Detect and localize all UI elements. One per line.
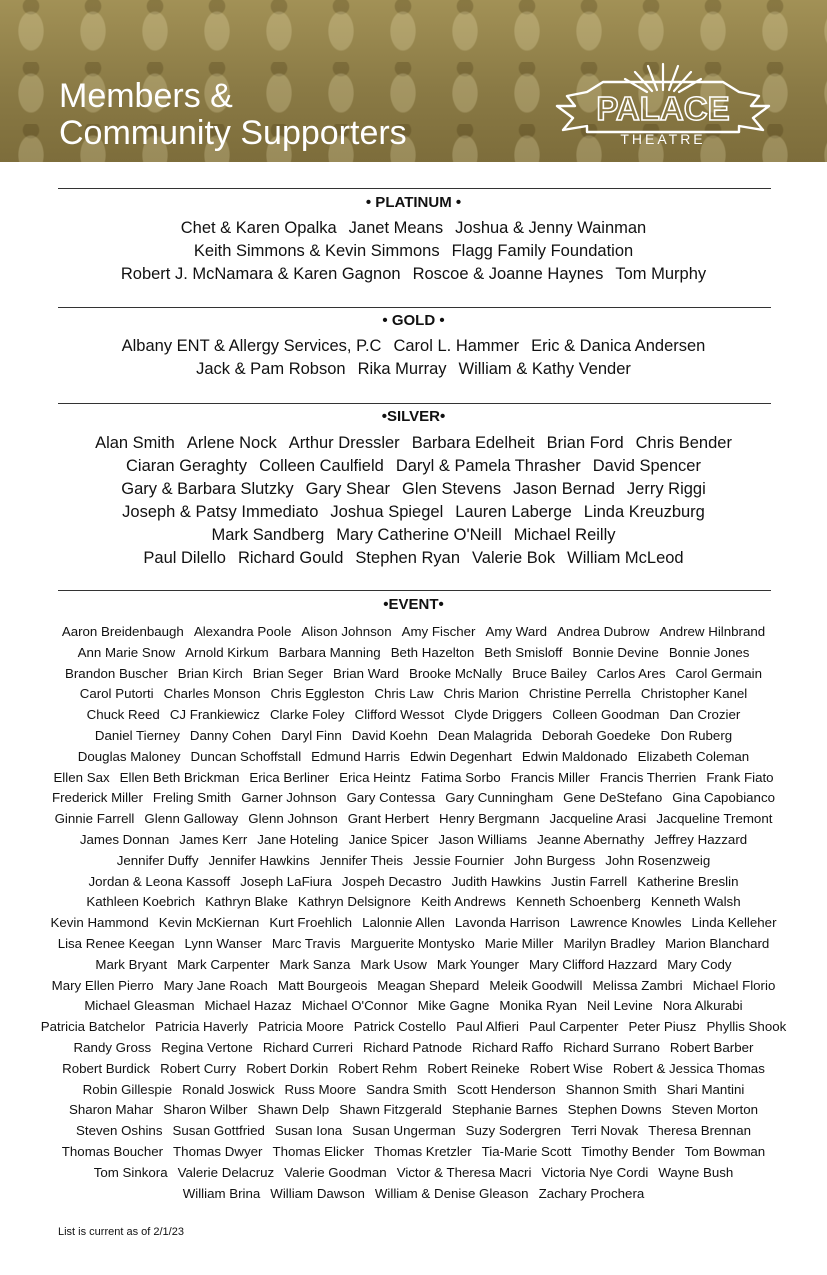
supporter-name: Thomas Dwyer bbox=[173, 1143, 263, 1159]
supporter-name: Mark Sanza bbox=[279, 956, 351, 972]
supporter-name: Ciaran Geraghty bbox=[126, 457, 248, 475]
supporter-name: Marion Blanchard bbox=[665, 935, 770, 951]
supporter-name: Sandra Smith bbox=[366, 1081, 447, 1097]
supporter-name: Jerry Riggi bbox=[626, 480, 706, 498]
supporter-name: Amy Ward bbox=[485, 624, 548, 639]
supporter-name: Kenneth Walsh bbox=[650, 894, 741, 910]
supporter-name: Jane Hoteling bbox=[257, 831, 339, 847]
supporter-name: Tom Sinkora bbox=[93, 1164, 168, 1180]
event-line bbox=[0, 622, 827, 643]
logo-text-sub: THEATRE bbox=[620, 131, 706, 147]
supporter-name: Richard Patnode bbox=[362, 1039, 463, 1055]
supporter-name: David Koehn bbox=[351, 727, 428, 743]
supporter-name: Theresa Brennan bbox=[648, 1123, 751, 1139]
supporter-name: Bonnie Jones bbox=[668, 644, 750, 660]
supporter-name: Kathryn Blake bbox=[205, 894, 288, 910]
supporter-name: Carol L. Hammer bbox=[393, 337, 520, 355]
event-line bbox=[0, 1038, 827, 1059]
supporter-name: Brooke McNally bbox=[409, 665, 503, 681]
supporter-name: John Burgess bbox=[513, 852, 596, 868]
supporter-name: Tom Bowman bbox=[684, 1143, 766, 1159]
supporter-name: Marilyn Bradley bbox=[563, 935, 656, 951]
supporter-name: Kenneth Schoenberg bbox=[515, 894, 641, 910]
supporter-name: Lavonda Harrison bbox=[454, 915, 560, 931]
supporter-name: Tom Murphy bbox=[615, 265, 707, 283]
supporter-name: Amy Fischer bbox=[401, 624, 476, 639]
supporter-name: Susan Gottfried bbox=[172, 1123, 265, 1139]
supporter-name: Neil Levine bbox=[587, 998, 653, 1014]
supporter-name: Aaron Breidenbaugh bbox=[61, 624, 184, 639]
supporter-name: Brian Seger bbox=[252, 665, 323, 681]
supporter-name: Robert Dorkin bbox=[246, 1060, 329, 1076]
event-line bbox=[0, 768, 827, 789]
supporter-name: Michael Reilly bbox=[513, 526, 616, 544]
supporter-name: Clarke Foley bbox=[269, 707, 345, 723]
supporter-name: Glenn Johnson bbox=[248, 811, 338, 827]
supporter-name: Francis Therrien bbox=[599, 769, 697, 785]
supporter-name: Mary Cody bbox=[667, 956, 732, 972]
supporter-name: Alan Smith bbox=[95, 434, 175, 452]
supporter-name: Paul Carpenter bbox=[529, 1019, 619, 1035]
supporter-name: Brian Kirch bbox=[177, 665, 243, 681]
supporter-name: Arlene Nock bbox=[186, 434, 277, 452]
divider bbox=[58, 307, 771, 308]
supporter-name: Beth Hazelton bbox=[390, 644, 475, 660]
supporter-name: Jennifer Duffy bbox=[116, 852, 199, 868]
supporter-name: Charles Monson bbox=[163, 686, 261, 702]
silver-line bbox=[0, 478, 827, 501]
silver-heading: •SILVER• bbox=[381, 408, 446, 425]
supporter-name: Clyde Driggers bbox=[454, 707, 543, 723]
supporter-name: Barbara Manning bbox=[278, 644, 381, 660]
supporter-name: Stephanie Barnes bbox=[451, 1102, 558, 1118]
supporter-name: Eric & Danica Andersen bbox=[531, 337, 706, 355]
supporter-name: Henry Bergmann bbox=[439, 811, 540, 827]
supporter-name: Edwin Maldonado bbox=[521, 748, 628, 764]
event-line bbox=[0, 747, 827, 768]
page-title-line-1: Members & bbox=[59, 77, 233, 115]
supporter-name: Alexandra Poole bbox=[193, 624, 292, 639]
supporter-name: Suzy Sodergren bbox=[465, 1123, 561, 1139]
event-line bbox=[0, 934, 827, 955]
supporter-name: William & Kathy Vender bbox=[458, 360, 631, 378]
event-line bbox=[0, 976, 827, 997]
supporter-name: Nora Alkurabi bbox=[662, 998, 743, 1014]
supporter-name: Thomas Boucher bbox=[61, 1143, 164, 1159]
event-line bbox=[0, 913, 827, 934]
supporter-name: Fatima Sorbo bbox=[420, 769, 501, 785]
supporter-name: Monika Ryan bbox=[499, 998, 578, 1014]
supporter-name: Jeanne Abernathy bbox=[537, 831, 645, 847]
supporter-name: Carol Putorti bbox=[79, 686, 154, 702]
supporter-name: Lynn Wanser bbox=[184, 935, 262, 951]
supporter-name: Francis Miller bbox=[510, 769, 590, 785]
event-heading: •EVENT• bbox=[383, 596, 444, 613]
supporter-name: Dan Crozier bbox=[669, 707, 741, 723]
supporter-name: Mary Catherine O'Neill bbox=[336, 526, 502, 544]
supporter-name: Shari Mantini bbox=[666, 1081, 745, 1097]
supporter-name: Kurt Froehlich bbox=[269, 915, 353, 931]
supporter-name: Rika Murray bbox=[357, 360, 447, 378]
supporter-name: Phyllis Shook bbox=[706, 1019, 787, 1035]
supporter-name: Lauren Laberge bbox=[455, 503, 572, 521]
event-line bbox=[0, 892, 827, 913]
supporter-name: Ginnie Farrell bbox=[54, 811, 135, 827]
supporter-name: Linda Kreuzburg bbox=[583, 503, 705, 521]
supporter-name: Sharon Wilber bbox=[163, 1102, 248, 1118]
supporter-name: Arnold Kirkum bbox=[185, 644, 269, 660]
supporter-name: Freling Smith bbox=[152, 790, 232, 806]
supporter-name: Joseph & Patsy Immediato bbox=[122, 503, 319, 521]
supporter-name: Jeffrey Hazzard bbox=[654, 831, 748, 847]
supporter-name: Robert & Jessica Thomas bbox=[612, 1060, 765, 1076]
event-line bbox=[0, 1059, 827, 1080]
divider bbox=[58, 188, 771, 189]
supporter-name: Peter Piusz bbox=[628, 1019, 697, 1035]
event-line bbox=[0, 1142, 827, 1163]
supporter-name: Justin Farrell bbox=[551, 873, 628, 889]
supporter-name: Shawn Fitzgerald bbox=[339, 1102, 442, 1118]
supporter-name: Judith Hawkins bbox=[451, 873, 542, 889]
supporter-name: Mary Ellen Pierro bbox=[51, 977, 154, 993]
supporter-name: Paul Dilello bbox=[143, 549, 226, 567]
supporter-name: Melissa Zambri bbox=[592, 977, 683, 993]
supporter-name: Shawn Delp bbox=[257, 1102, 330, 1118]
event-line bbox=[0, 872, 827, 893]
supporter-name: Marc Travis bbox=[271, 935, 341, 951]
supporter-name: Michael Florio bbox=[692, 977, 776, 993]
supporter-name: Tia-Marie Scott bbox=[481, 1143, 572, 1159]
supporter-name: Joshua Spiegel bbox=[330, 503, 444, 521]
supporter-name: Grant Herbert bbox=[347, 811, 430, 827]
event-list bbox=[0, 622, 827, 1204]
supporter-name: Scott Henderson bbox=[456, 1081, 556, 1097]
supporter-name: Regina Vertone bbox=[161, 1039, 253, 1055]
supporter-name: Kathleen Koebrich bbox=[86, 894, 196, 910]
supporter-name: Robert J. McNamara & Karen Gagnon bbox=[120, 265, 401, 283]
supporter-name: Richard Gould bbox=[237, 549, 344, 567]
supporter-name: Stephen Ryan bbox=[355, 549, 460, 567]
supporter-name: Christine Perrella bbox=[528, 686, 631, 702]
supporter-name: Elizabeth Coleman bbox=[637, 748, 750, 764]
silver-line bbox=[0, 524, 827, 547]
supporter-name: Jennifer Hawkins bbox=[208, 852, 310, 868]
supporter-name: Michael Hazaz bbox=[204, 998, 292, 1014]
supporter-name: CJ Frankiewicz bbox=[169, 707, 260, 723]
supporter-name: Gary Shear bbox=[305, 480, 391, 498]
platinum-heading: • PLATINUM • bbox=[365, 194, 462, 211]
supporter-name: Robert Rehm bbox=[338, 1060, 418, 1076]
supporter-name: Chuck Reed bbox=[86, 707, 160, 723]
event-line bbox=[0, 830, 827, 851]
supporter-name: James Donnan bbox=[79, 831, 170, 847]
supporter-name: Frederick Miller bbox=[52, 790, 143, 806]
supporter-name: Lisa Renee Keegan bbox=[57, 935, 175, 951]
supporter-name: Alison Johnson bbox=[301, 624, 392, 639]
supporter-name: Russ Moore bbox=[284, 1081, 357, 1097]
supporter-name: Valerie Delacruz bbox=[177, 1164, 275, 1180]
supporter-name: Richard Raffo bbox=[472, 1039, 554, 1055]
supporter-name: Susan Iona bbox=[274, 1123, 343, 1139]
supporter-name: Kevin Hammond bbox=[50, 915, 149, 931]
supporter-name: Richard Surrano bbox=[563, 1039, 660, 1055]
supporter-name: Kathryn Delsignore bbox=[297, 894, 411, 910]
supporter-name: Meagan Shepard bbox=[377, 977, 480, 993]
supporter-name: Mark Usow bbox=[360, 956, 427, 972]
supporter-name: John Rosenzweig bbox=[605, 852, 711, 868]
supporter-name: Colleen Goodman bbox=[552, 707, 660, 723]
supporter-name: Thomas Elicker bbox=[272, 1143, 365, 1159]
supporter-name: Steven Oshins bbox=[76, 1123, 163, 1139]
supporter-name: Patrick Costello bbox=[353, 1019, 447, 1035]
event-line bbox=[0, 1100, 827, 1121]
gold-heading: • GOLD • bbox=[382, 312, 445, 329]
supporter-name: Ellen Beth Brickman bbox=[119, 769, 240, 785]
supporter-name: Mark Bryant bbox=[95, 956, 168, 972]
platinum-list bbox=[0, 217, 827, 286]
supporter-name: Andrew Hilnbrand bbox=[659, 624, 766, 639]
divider bbox=[58, 403, 771, 404]
supporter-name: Terri Novak bbox=[571, 1123, 639, 1139]
supporter-name: Patricia Batchelor bbox=[40, 1019, 145, 1035]
supporter-name: Wayne Bush bbox=[658, 1164, 734, 1180]
supporter-name: Robert Curry bbox=[160, 1060, 237, 1076]
supporter-name: Clifford Wessot bbox=[354, 707, 445, 723]
supporter-name: Barbara Edelheit bbox=[411, 434, 535, 452]
supporter-name: Randy Gross bbox=[73, 1039, 152, 1055]
event-line bbox=[0, 664, 827, 685]
platinum-line bbox=[0, 263, 827, 286]
supporter-name: Glen Stevens bbox=[402, 480, 502, 498]
supporter-name: Bonnie Devine bbox=[572, 644, 659, 660]
supporter-name: Chris Bender bbox=[635, 434, 732, 452]
header-banner bbox=[0, 0, 827, 162]
logo-text-main: PALACE bbox=[596, 90, 730, 127]
divider bbox=[58, 590, 771, 591]
event-line bbox=[0, 643, 827, 664]
supporter-name: Roscoe & Joanne Haynes bbox=[412, 265, 604, 283]
supporter-name: Linda Kelleher bbox=[691, 915, 777, 931]
silver-line bbox=[0, 547, 827, 570]
event-line bbox=[0, 955, 827, 976]
supporter-name: Katherine Breslin bbox=[637, 873, 739, 889]
supporter-name: Valerie Bok bbox=[472, 549, 556, 567]
supporter-name: Patricia Moore bbox=[258, 1019, 344, 1035]
supporter-name: Douglas Maloney bbox=[77, 748, 181, 764]
supporter-name: David Spencer bbox=[592, 457, 701, 475]
supporter-name: Jason Bernad bbox=[513, 480, 615, 498]
supporter-name: William McLeod bbox=[567, 549, 684, 567]
supporter-name: Gary & Barbara Slutzky bbox=[121, 480, 294, 498]
supporter-name: Victor & Theresa Macri bbox=[396, 1164, 532, 1180]
footnote: List is current as of 2/1/23 bbox=[58, 1226, 184, 1238]
supporter-name: Marie Miller bbox=[484, 935, 554, 951]
supporter-name: Dean Malagrida bbox=[437, 727, 532, 743]
event-line bbox=[0, 1080, 827, 1101]
silver-list bbox=[0, 432, 827, 570]
supporter-name: Brandon Buscher bbox=[65, 665, 168, 681]
supporter-name: Glenn Galloway bbox=[144, 811, 239, 827]
event-line bbox=[0, 1163, 827, 1184]
gold-list bbox=[0, 335, 827, 381]
supporter-name: Brian Ford bbox=[546, 434, 624, 452]
supporter-name: Kevin McKiernan bbox=[158, 915, 260, 931]
supporter-name: Chris Law bbox=[374, 686, 434, 702]
supporter-name: William Dawson bbox=[270, 1185, 365, 1201]
supporter-name: Chris Marion bbox=[443, 686, 519, 702]
supporter-name: Deborah Goedeke bbox=[541, 727, 651, 743]
supporter-name: Shannon Smith bbox=[565, 1081, 657, 1097]
supporter-name: Mark Younger bbox=[436, 956, 519, 972]
event-line bbox=[0, 996, 827, 1017]
supporter-name: Flagg Family Foundation bbox=[451, 242, 634, 260]
page-title bbox=[59, 78, 407, 152]
platinum-line bbox=[0, 217, 827, 240]
supporter-name: Stephen Downs bbox=[567, 1102, 662, 1118]
gold-line bbox=[0, 335, 827, 358]
supporter-name: Carol Germain bbox=[675, 665, 762, 681]
supporter-name: Beth Smisloff bbox=[484, 644, 563, 660]
supporter-name: Lalonnie Allen bbox=[362, 915, 445, 931]
silver-line bbox=[0, 432, 827, 455]
supporter-name: Mark Carpenter bbox=[177, 956, 270, 972]
supporter-name: Carlos Ares bbox=[596, 665, 666, 681]
supporter-name: Robert Burdick bbox=[62, 1060, 151, 1076]
supporter-name: Paul Alfieri bbox=[456, 1019, 519, 1035]
platinum-line bbox=[0, 240, 827, 263]
supporter-name: Robert Wise bbox=[529, 1060, 603, 1076]
supporter-name: Ann Marie Snow bbox=[77, 644, 176, 660]
supporter-name: Edwin Degenhart bbox=[409, 748, 512, 764]
supporter-name: Victoria Nye Cordi bbox=[541, 1164, 649, 1180]
event-line bbox=[0, 851, 827, 872]
supporter-name: Gary Cunningham bbox=[445, 790, 554, 806]
supporter-name: Andrea Dubrow bbox=[557, 624, 650, 639]
supporter-name: Chris Eggleston bbox=[270, 686, 365, 702]
gold-line bbox=[0, 358, 827, 381]
supporter-name: Danny Cohen bbox=[189, 727, 272, 743]
supporter-name: Jack & Pam Robson bbox=[196, 360, 346, 378]
supporter-name: Colleen Caulfield bbox=[259, 457, 384, 475]
supporter-name: Jessie Fournier bbox=[413, 852, 504, 868]
supporter-name: Joseph LaFiura bbox=[240, 873, 332, 889]
supporter-name: Duncan Schoffstall bbox=[190, 748, 302, 764]
event-line bbox=[0, 1017, 827, 1038]
supporter-name: Richard Curreri bbox=[262, 1039, 353, 1055]
supporter-name: Ellen Sax bbox=[53, 769, 110, 785]
supporter-name: William Brina bbox=[182, 1185, 261, 1201]
event-line bbox=[0, 705, 827, 726]
supporter-name: Robert Barber bbox=[669, 1039, 754, 1055]
supporter-name: Susan Ungerman bbox=[352, 1123, 456, 1139]
supporter-name: Frank Fiato bbox=[706, 769, 774, 785]
supporter-name: Erica Heintz bbox=[339, 769, 411, 785]
supporter-name: Daryl & Pamela Thrasher bbox=[395, 457, 581, 475]
supporter-name: Daryl Finn bbox=[281, 727, 342, 743]
supporter-name: Gary Contessa bbox=[346, 790, 436, 806]
supporter-name: Sharon Mahar bbox=[68, 1102, 154, 1118]
supporter-name: Janice Spicer bbox=[348, 831, 429, 847]
supporter-name: Mary Jane Roach bbox=[163, 977, 268, 993]
supporter-name: Mary Clifford Hazzard bbox=[528, 956, 658, 972]
supporter-name: Marguerite Montysko bbox=[350, 935, 475, 951]
supporter-name: Jordan & Leona Kassoff bbox=[88, 873, 231, 889]
supporter-name: Mike Gagne bbox=[417, 998, 490, 1014]
supporter-name: Jacqueline Arasi bbox=[549, 811, 647, 827]
supporter-name: Albany ENT & Allergy Services, P.C bbox=[121, 337, 382, 355]
supporter-name: Valerie Goodman bbox=[284, 1164, 387, 1180]
supporter-name: Gina Capobianco bbox=[672, 790, 775, 806]
supporter-name: Matt Bourgeois bbox=[277, 977, 368, 993]
page-title-line-2: Community Supporters bbox=[59, 114, 407, 152]
supporter-name: Joshua & Jenny Wainman bbox=[455, 219, 647, 237]
supporter-name: Jospeh Decastro bbox=[341, 873, 442, 889]
supporter-name: Chet & Karen Opalka bbox=[180, 219, 337, 237]
supporter-name: Janet Means bbox=[348, 219, 444, 237]
supporter-name: Robin Gillespie bbox=[82, 1081, 173, 1097]
supporter-name: Don Ruberg bbox=[660, 727, 733, 743]
supporter-name: Michael O'Connor bbox=[301, 998, 408, 1014]
supporter-name: Bruce Bailey bbox=[512, 665, 587, 681]
silver-line bbox=[0, 455, 827, 478]
supporter-name: Arthur Dressler bbox=[288, 434, 400, 452]
supporter-name: Robert Reineke bbox=[427, 1060, 520, 1076]
event-line bbox=[0, 809, 827, 830]
supporter-name: Keith Simmons & Kevin Simmons bbox=[193, 242, 440, 260]
palace-theatre-logo bbox=[553, 60, 773, 152]
supporter-name: Brian Ward bbox=[333, 665, 400, 681]
supporter-name: Patricia Haverly bbox=[154, 1019, 249, 1035]
event-line bbox=[0, 684, 827, 705]
event-line bbox=[0, 1184, 827, 1205]
supporter-name: Ronald Joswick bbox=[182, 1081, 275, 1097]
supporter-name: Thomas Kretzler bbox=[374, 1143, 472, 1159]
supporter-name: Lawrence Knowles bbox=[569, 915, 682, 931]
event-line bbox=[0, 788, 827, 809]
supporter-name: Edmund Harris bbox=[311, 748, 400, 764]
supporter-name: Christopher Kanel bbox=[640, 686, 748, 702]
supporter-name: James Kerr bbox=[179, 831, 248, 847]
supporter-name: Timothy Bender bbox=[581, 1143, 675, 1159]
event-line bbox=[0, 726, 827, 747]
supporter-name: Jacqueline Tremont bbox=[656, 811, 773, 827]
supporter-name: Gene DeStefano bbox=[563, 790, 663, 806]
supporter-name: Zachary Prochera bbox=[538, 1185, 645, 1201]
supporter-name: Daniel Tierney bbox=[94, 727, 180, 743]
supporter-name: Mark Sandberg bbox=[211, 526, 325, 544]
supporter-name: Garner Johnson bbox=[241, 790, 337, 806]
supporter-name: Keith Andrews bbox=[420, 894, 506, 910]
supporter-name: Erica Berliner bbox=[249, 769, 330, 785]
supporter-name: Michael Gleasman bbox=[84, 998, 195, 1014]
silver-line bbox=[0, 501, 827, 524]
supporter-name: Jennifer Theis bbox=[319, 852, 404, 868]
supporter-name: William & Denise Gleason bbox=[374, 1185, 529, 1201]
supporter-name: Meleik Goodwill bbox=[489, 977, 583, 993]
event-line bbox=[0, 1121, 827, 1142]
supporter-name: Jason Williams bbox=[438, 831, 528, 847]
supporter-name: Steven Morton bbox=[671, 1102, 759, 1118]
